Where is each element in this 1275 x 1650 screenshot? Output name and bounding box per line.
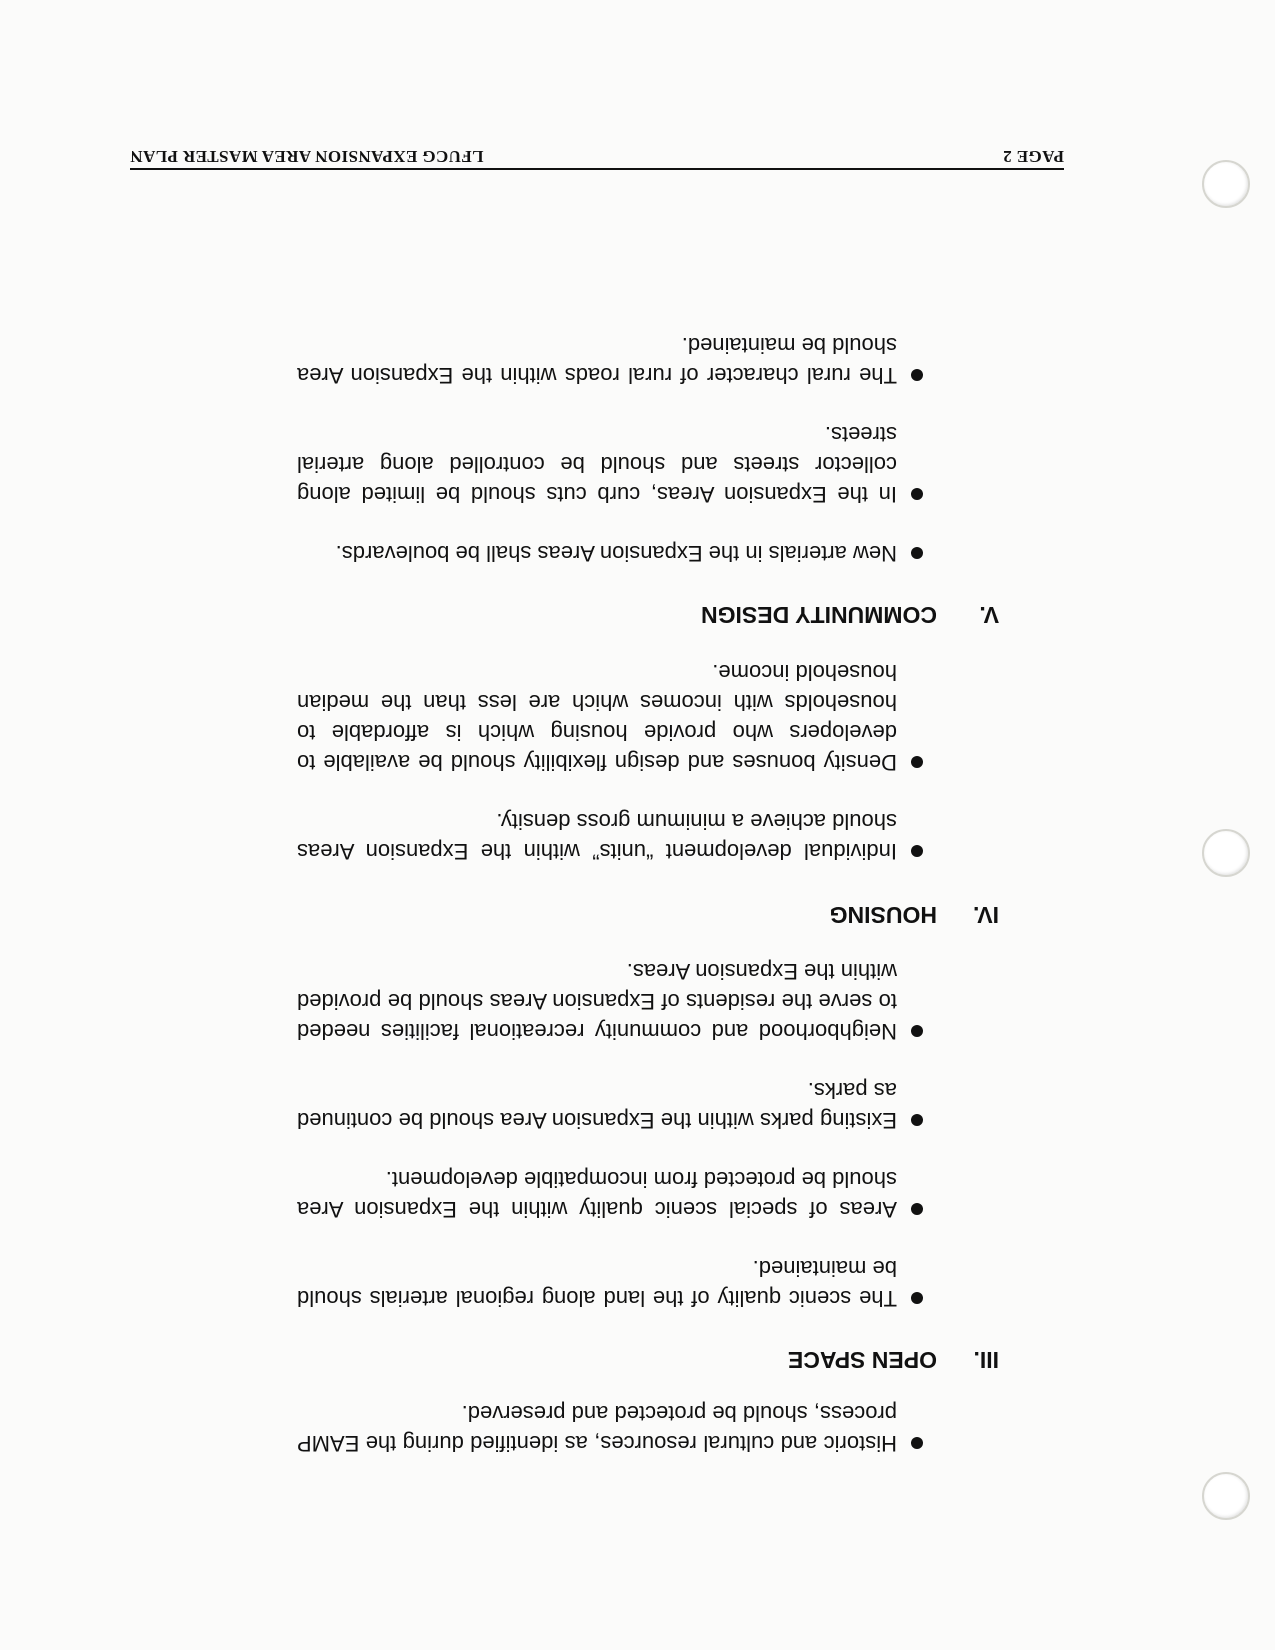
bullet-icon — [911, 547, 923, 559]
running-header — [130, 146, 1064, 170]
section-heading-housing — [257, 894, 1017, 932]
section-heading-community-design — [257, 594, 1017, 632]
bullet-icon — [911, 1114, 923, 1126]
bullet-icon — [911, 1025, 923, 1037]
bullet-item — [257, 1075, 1017, 1135]
bullet-item — [257, 419, 1017, 509]
section-title: COMMUNITY DESIGN — [701, 602, 937, 628]
bullet-icon — [911, 1203, 923, 1215]
bullet-icon — [911, 1292, 923, 1304]
bullet-item — [257, 1164, 1017, 1224]
section-heading-open-space — [257, 1339, 1017, 1377]
bullet-item — [257, 657, 1017, 777]
bullet-item — [257, 956, 1017, 1046]
bullet-icon — [911, 369, 923, 381]
bullet-text: The rural character of rural roads within the Expansion Area should be maintained. — [297, 333, 897, 388]
bullet-item — [257, 330, 1017, 390]
bullet-text: Density bonuses and design flexibility should be available to developers who provide housing which is affordable to households with incomes which are less than the median household income. — [297, 660, 897, 775]
section-title: HOUSING — [829, 902, 937, 928]
bullet-item — [257, 806, 1017, 866]
page-number: PAGE 2 — [1002, 147, 1064, 166]
bullet-text: Neighborhood and community recreational facilities needed to serve the residents of Expansion Areas should be provided within the Expansion Areas. — [297, 959, 897, 1044]
bullet-icon — [911, 1437, 923, 1449]
bullet-text: In the Expansion Areas, curb cuts should be limited along collector streets and should be controlled along arterial streets. — [297, 422, 897, 507]
page-content — [257, 330, 1017, 1458]
bullet-item — [257, 1398, 1017, 1458]
document-title: LFUCG EXPANSION AREA MASTER PLAN — [130, 147, 484, 166]
binder-hole — [1202, 160, 1250, 208]
bullet-text: Existing parks within the Expansion Area should be continued as parks. — [297, 1078, 897, 1133]
bullet-icon — [911, 488, 923, 500]
bullet-item — [257, 1253, 1017, 1313]
bullet-text: Historic and cultural resources, as identified during the EAMP process, should be protected and preserved. — [297, 1401, 897, 1456]
section-title: OPEN SPACE — [787, 1347, 937, 1373]
bullet-item — [257, 538, 1017, 568]
bullet-text: Individual development “units” within the Expansion Areas should achieve a minimum gross density. — [297, 809, 897, 864]
section-number: IV. — [972, 902, 999, 928]
binder-hole — [1202, 829, 1250, 877]
bullet-text: Areas of special scenic quality within the Expansion Area should be protected from incompatible development. — [297, 1167, 897, 1222]
bullet-icon — [911, 845, 923, 857]
section-number: V. — [979, 602, 999, 628]
section-number: III. — [973, 1347, 999, 1373]
bullet-icon — [911, 756, 923, 768]
binder-hole — [1202, 1472, 1250, 1520]
bullet-text: New arterials in the Expansion Areas shall be boulevards. — [335, 541, 897, 566]
bullet-text: The scenic quality of the land along regional arterials should be maintained. — [297, 1256, 897, 1311]
